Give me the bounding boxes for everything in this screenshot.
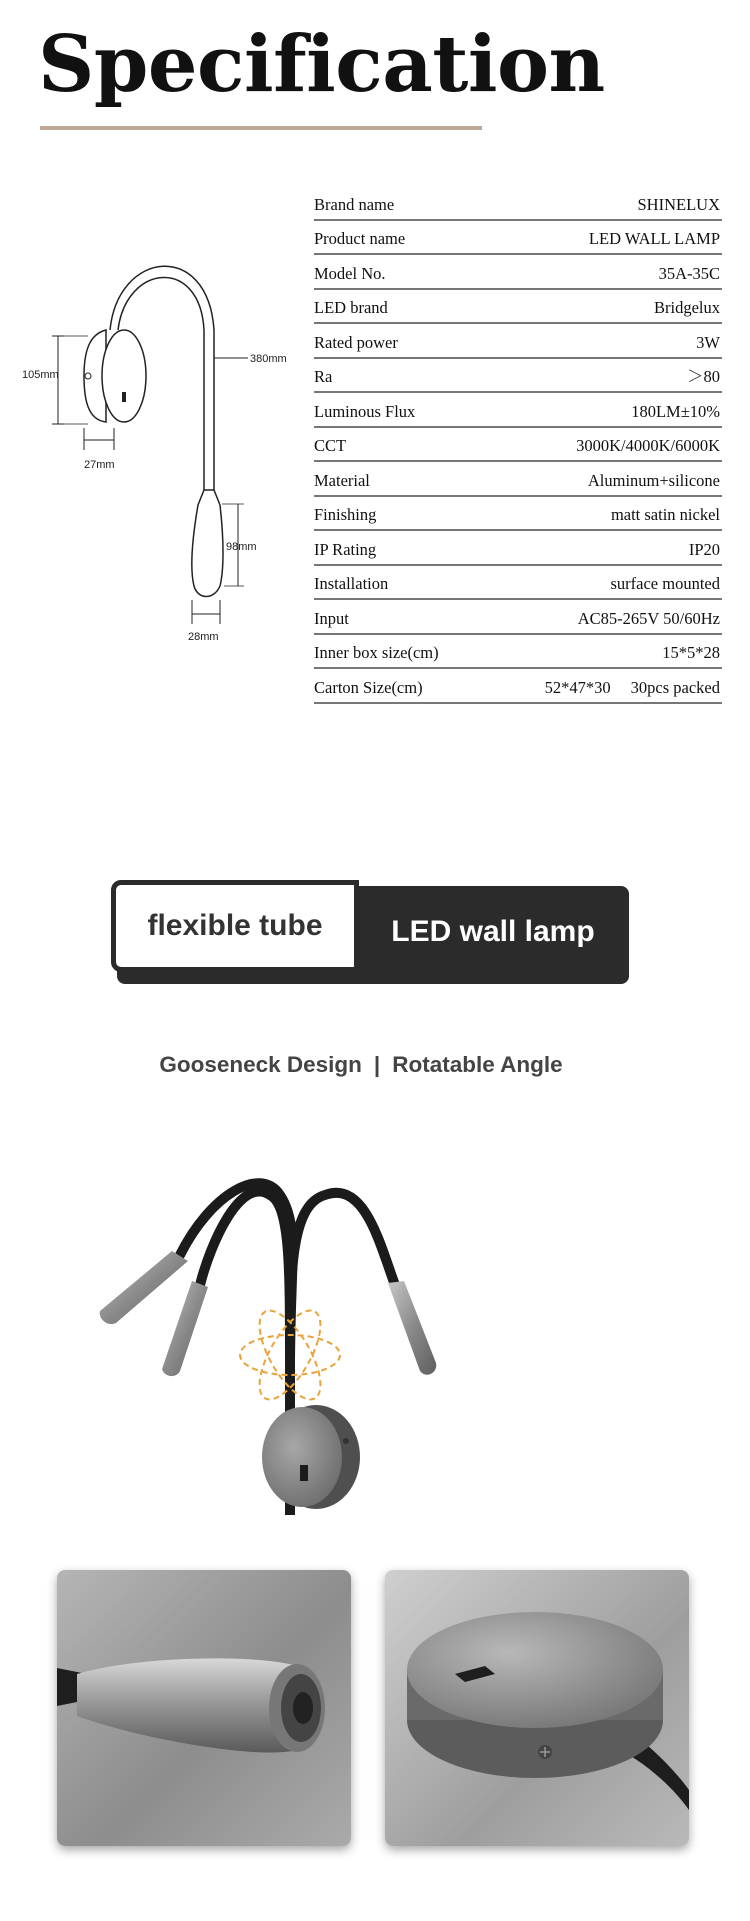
dim-head-length-label: 98mm [226, 541, 257, 553]
spec-value: ＞80 [687, 367, 720, 386]
banner-right-label: LED wall lamp [391, 915, 595, 948]
spec-value: SHINELUX [637, 194, 720, 214]
spec-key: Product name [314, 229, 406, 248]
dim-length-label: 380mm [250, 353, 287, 365]
spec-value: Bridgelux [654, 298, 720, 317]
page-title: Specification [38, 19, 605, 110]
spec-row [314, 566, 722, 601]
spec-value [545, 678, 720, 698]
feature-gooseneck: Gooseneck Design [159, 1052, 362, 1077]
spec-key: Rated power [314, 332, 398, 352]
spec-key: Ra [314, 367, 333, 386]
spec-row [314, 290, 722, 325]
spec-key: CCT [314, 436, 347, 455]
spec-row [314, 462, 722, 497]
spec-value: matt satin nickel [610, 505, 720, 524]
spec-key: Inner box size(cm) [314, 643, 439, 662]
feature-rotatable: Rotatable Angle [392, 1052, 563, 1077]
banner-white-panel [111, 880, 359, 972]
spec-key: Finishing [314, 505, 377, 524]
spec-key: IP Rating [314, 539, 377, 559]
detail-photo-base [385, 1570, 689, 1846]
spec-value: AC85-265V 50/60Hz [577, 608, 720, 628]
spec-row [314, 393, 722, 428]
title-underline [40, 126, 482, 130]
spec-key: Material [314, 470, 370, 490]
spec-row [314, 255, 722, 290]
lamp-head-left [100, 1251, 188, 1324]
spec-row [314, 600, 722, 635]
product-illustration [80, 1105, 600, 1525]
spec-value: LED WALL LAMP [588, 229, 720, 248]
spec-key: Input [314, 608, 349, 628]
spec-value: surface mounted [610, 574, 720, 593]
spec-value: 3W [696, 332, 720, 352]
spec-key: Brand name [314, 194, 395, 214]
lamp-head-middle [162, 1281, 208, 1376]
banner-left-label: flexible tube [147, 909, 323, 942]
spec-key: LED brand [314, 298, 388, 317]
carton-size: 52*47*30 [544, 677, 611, 697]
wall-base-disc [262, 1407, 342, 1507]
dim-height-label: 105mm [22, 369, 59, 381]
spec-value: 15*5*28 [662, 643, 720, 662]
spec-key: Carton Size(cm) [314, 677, 423, 697]
spec-value: IP20 [688, 539, 720, 559]
spec-row [314, 186, 722, 221]
spec-value: 35A-35C [658, 263, 720, 283]
spec-row-carton [314, 669, 722, 704]
feature-separator: | [373, 1052, 381, 1077]
dim-depth-label: 27mm [84, 459, 115, 471]
spec-row [314, 531, 722, 566]
spec-value: 3000K/4000K/6000K [576, 436, 720, 455]
lamp-head-right [388, 1281, 436, 1375]
spec-row [314, 635, 722, 670]
spec-row [314, 497, 722, 532]
spec-key: Installation [314, 574, 389, 593]
tube-middle [200, 1191, 290, 1365]
detail-photo-head [57, 1570, 351, 1846]
spec-row [314, 359, 722, 394]
spec-value: 180LM±10% [631, 401, 720, 421]
spec-table [314, 186, 722, 704]
spec-key: Model No. [314, 263, 386, 283]
dimension-drawing [18, 250, 308, 650]
spec-value: Aluminum+silicone [587, 470, 720, 490]
carton-packed: 30pcs packed [630, 677, 720, 697]
spec-row [314, 324, 722, 359]
feature-subtitle [0, 1052, 722, 1078]
tube-right [290, 1193, 395, 1365]
dim-head-width-label: 28mm [188, 631, 219, 643]
spec-key: Luminous Flux [314, 401, 416, 421]
screw-icon [343, 1438, 349, 1444]
spec-row [314, 428, 722, 463]
spec-row [314, 221, 722, 256]
switch-icon [300, 1465, 308, 1481]
